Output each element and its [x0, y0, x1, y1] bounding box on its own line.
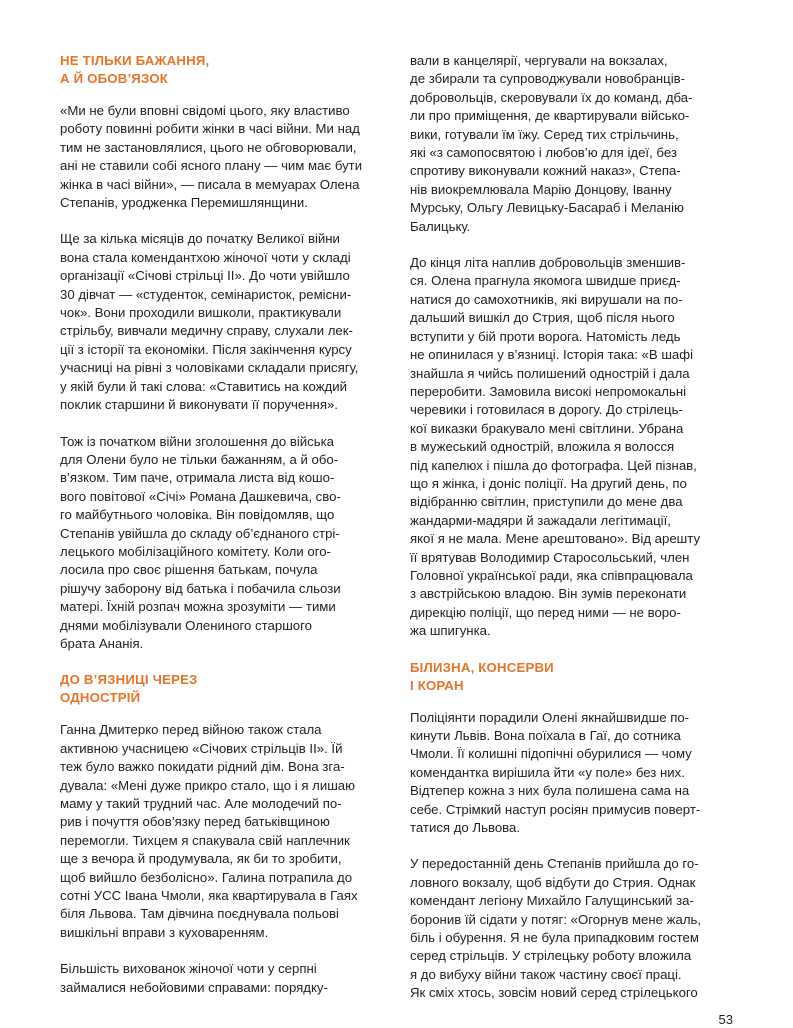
text-line: поклик старшини й виконувати її поручення». [60, 397, 338, 413]
text-line: ся. Олена прагнула якомога швидше приєд- [410, 273, 681, 289]
text-line: лецького мобілізаційного комітету. Коли ого- [60, 543, 331, 559]
text-line: для Олени було не тільки бажанням, а й обо- [60, 451, 339, 467]
text-line: Балицьку. [410, 218, 471, 234]
text-line: біля Львова. Там дівчина поєднувала польові [60, 906, 339, 922]
text-line: лосила про своє рішення батькам, почула [60, 562, 318, 578]
text-line: брата Ананія. [60, 635, 144, 651]
text-line: перемогли. Тихцем я спакувала свій наплечник [60, 832, 350, 848]
text-line: серед стрільців. У стрілецьку роботу вложила [410, 948, 692, 964]
paragraph [410, 254, 730, 641]
text-line: Ганна Дмитерко перед війною також стала [60, 722, 322, 738]
text-line: учасниці на рівні з чоловіками складали присягу, [60, 360, 359, 376]
text-line: стрільбу, вивчали медичну справу, слухали лек- [60, 323, 353, 339]
text-line: відібранню світлин, приступили до мене два [410, 494, 683, 510]
section-heading [410, 659, 730, 695]
paragraph [60, 230, 380, 414]
text-line: рішучу заборону від батька і побачила сльози [60, 580, 341, 596]
text-line: переробити. Замовила високі непромокальні [410, 383, 687, 399]
paragraph [410, 52, 730, 236]
text-line: «Ми не були вповні свідомі цього, яку властиво [60, 103, 350, 118]
paragraph [60, 433, 380, 654]
text-line: вступити у бій проти ворога. Натомість ледь [410, 328, 681, 344]
heading-line: БІЛИЗНА, КОНСЕРВИ [410, 659, 554, 675]
text-line: натися до самохотників, які вирушали на по- [410, 291, 683, 307]
text-line: го майбутнього чоловіка. Він повідомляв, що [60, 507, 335, 523]
text-line: маму у такий трудний час. Але молодечий по- [60, 796, 342, 811]
text-line: жінка в часі війни», — писала в мемуарах Олена [60, 176, 360, 192]
right-column [410, 52, 730, 1003]
text-line: комендант легіону Михайло Галущинський за- [410, 893, 694, 909]
text-line: активною учасницею «Січових стрільців ІІ». Їй [60, 740, 343, 756]
text-line: ані не ставили собі ясного плану — чим має бути [60, 158, 363, 174]
text-line: дувала: «Мені дуже прикро стало, що і я лишаю [60, 777, 356, 793]
text-line: теж було важко покидати рідний дім. Вона зга- [60, 759, 345, 775]
text-line: Як сміх хтось, зовсім новий серед стрілецького [410, 985, 698, 1001]
text-line: Головної української ради, яка співпрацювала [410, 567, 693, 583]
heading-line: НЕ ТІЛЬКИ БАЖАННЯ, [60, 53, 210, 68]
text-line: не опинилася у в’язниці. Історія така: «В шафі [410, 347, 694, 363]
text-line: нів виокремлювала Марію Донцову, Іванну [410, 181, 672, 197]
text-line: організації «Січові стрільці ІІ». До чоти увійшло [60, 268, 350, 284]
paragraph [60, 721, 380, 942]
heading-line: І КОРАН [410, 677, 464, 693]
text-line: Більшість вихованок жіночої чоти у серпні [60, 961, 317, 977]
text-line: ли про приміщення, де квартирували військо- [410, 108, 690, 124]
text-line: біль і обурення. Я не була припадковим гостем [410, 930, 699, 946]
text-line: Чмоли. Її колишні підопічні обурилися — чому [410, 746, 692, 762]
text-line: де збирали та супроводжували новобранців- [410, 71, 686, 87]
text-line: черевики і готовилася в дорогу. До стрілець- [410, 402, 683, 418]
text-line: у якій були й такі слова: «Ставитись на кождий [60, 378, 347, 394]
text-line: якої я не мала. Мене арештовано». Від арешту [410, 531, 701, 547]
heading-line: А Й ОБОВ’ЯЗОК [60, 71, 168, 86]
text-line: жа шпигунка. [410, 623, 491, 639]
text-line: До кінця літа наплив добровольців зменшив- [410, 255, 686, 271]
text-line: вишкільні вправи з куховаренням. [60, 924, 269, 940]
text-line: ловного вокзалу, щоб відбути до Стрия. Однак [410, 874, 696, 890]
text-line: 30 дівчат — «студенток, семінаристок, ремісни- [60, 286, 352, 302]
text-line: з австрійською владою. Він зумів переконати [410, 586, 687, 602]
text-line: кої виказки бракувало мені світлини. Убрана [410, 420, 684, 436]
text-line: татися до Львова. [410, 820, 521, 836]
text-line: комендантка вирішила йти «у поле» без них. [410, 764, 685, 780]
text-line: в’язком. Тим паче, отримала листа від кошо- [60, 470, 335, 486]
text-line: Поліціянти порадили Олені якнайшвидше по- [410, 709, 690, 725]
text-line: дальший вишкіл до Стрия, щоб після нього [410, 310, 675, 326]
text-line: жандарми-мадяри й зажадали легітимації, [410, 512, 671, 528]
text-line: ції з історії та економіки. Після закінчення курсу [60, 341, 352, 357]
left-column [60, 52, 380, 997]
text-line: матері. Їхній розпач можна зрозуміти — тими [60, 599, 336, 615]
heading-line: ДО В’ЯЗНИЦІ ЧЕРЕЗ [60, 672, 198, 688]
text-line: вали в канцелярії, чергували на вокзалах, [410, 53, 668, 68]
text-line: сотні УСС Івана Чмоли, яка квартирувала в Гаях [60, 888, 358, 904]
text-line: чок». Вони проходили вишколи, практикували [60, 305, 342, 321]
text-line: знайшла я чийсь полишений однострій і дала [410, 365, 690, 381]
text-line: У передостанній день Степанів прийшла до го- [410, 856, 699, 872]
text-line: вики, готували їм їжу. Серед тих стрільчинь, [410, 126, 679, 142]
text-line: днями мобілізували Олениного старшого [60, 617, 312, 633]
text-line: дирекцію поліції, що перед ними — не воро- [410, 604, 681, 620]
text-line: Тож із початком війни зголошення до війська [60, 433, 334, 449]
paragraph [60, 102, 380, 212]
text-line: добровольців, скеровували їх до команд, дба- [410, 89, 693, 105]
text-line: Степанів увійшла до складу об’єднаного стрі- [60, 525, 340, 541]
text-line: Відтепер кожна з них була полишена сама на [410, 783, 690, 799]
text-line: Степанів, уродженка Перемишлянщини. [60, 195, 308, 211]
text-line: роботу повинні робити жінки в часі війни. Ми над [60, 121, 360, 137]
text-line: боронив їй сідати у потяг: «Огорнув мене жаль, [410, 911, 702, 927]
text-line: її врятував Володимир Старосольський, член [410, 549, 690, 565]
page-number: 53 [718, 1012, 733, 1027]
heading-line: ОДНОСТРІЙ [60, 690, 141, 706]
paragraph [60, 960, 380, 997]
text-line: займалися небойовими справами: порядку- [60, 979, 328, 995]
text-line: що я жінка, і доніс поліції. На другий день, по [410, 475, 687, 491]
text-line: кинути Львів. Вона поїхала в Гаї, до сотника [410, 728, 681, 743]
text-line: під капелюх і пішла до фотографа. Цей пізнав, [410, 457, 697, 473]
paragraph [410, 855, 730, 1002]
text-line: рив і почуття обов’язку перед батьківщиною [60, 814, 330, 830]
text-line: Ще за кілька місяців до початку Великої війни [60, 231, 340, 247]
paragraph [410, 709, 730, 838]
text-line: спротиву виконували кожний наказ», Степа- [410, 163, 681, 179]
section-heading [60, 52, 380, 88]
text-line: вого повітової «Січі» Романа Дашкевича, сво- [60, 488, 341, 504]
text-line: себе. Стрімкий наступ росіян примусив поверт- [410, 801, 701, 817]
text-line: Мурську, Ольгу Левицьку-Басараб і Меланію [410, 200, 684, 216]
text-line: які «з самопосвятою і любов’ю для ідеї, без [410, 145, 677, 161]
text-line: вона стала комендантхою жіночої чоти у складі [60, 249, 351, 265]
text-line: щоб вийшло безболісно». Галина потрапила до [60, 869, 353, 885]
section-heading [60, 671, 380, 707]
text-line: тим не застановлялися, цього не обговорювали, [60, 139, 357, 155]
text-line: в мужеський однострій, вложила я волосся [410, 439, 675, 455]
text-line: я до вибуху війни також частину своєї праці. [410, 966, 682, 982]
text-line: ще з вечора й продумувала, як би то зробити, [60, 851, 342, 867]
